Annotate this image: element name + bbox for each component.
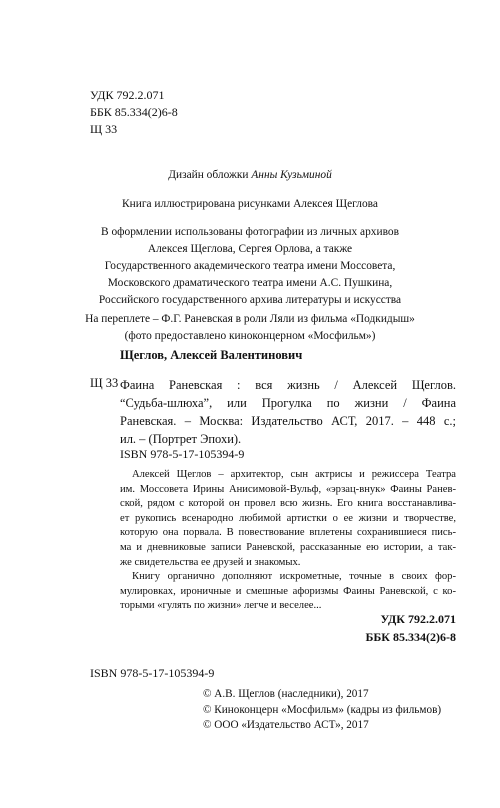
classification-block-bottom: [365, 610, 456, 646]
copyright-line: © А.В. Щеглов (наследники), 2017: [203, 688, 369, 700]
bib-line: ил. – (Портрет Эпохи).: [120, 432, 242, 446]
cover-designer-name: Анны Кузьминой: [251, 169, 332, 181]
photo-sources-line: Государственного академического театра имени Моссовета,: [104, 260, 396, 272]
cover-design-credit: [60, 167, 440, 184]
annotation-line: ет рукопись всенародно любимой артистки о ее жизни и творчестве,: [120, 512, 456, 524]
annotation-line: мулировках, ироничные и смешные афоризмы Фаины Раневской, с ко-: [120, 585, 456, 597]
cover-note-line: На переплете – Ф.Г. Раневская в роли Ляли из фильма «Подкидыш»: [85, 313, 415, 325]
annotation-line: Алексей Щеглов – архитектор, сын актрисы и режиссера Театра: [132, 469, 456, 480]
cover-note-line: (фото предоставлено киноконцерном «Мосфильм»): [124, 330, 376, 342]
author-code: Щ 33: [90, 122, 118, 136]
bib-line: “Судьба-шлюха”, или Прогулка по жизни / Фаина: [120, 396, 456, 410]
annotation-line: ской, рядом с которой он провел всю жизнь. Его книга восстанавлива-: [120, 498, 456, 510]
photo-sources-line: Алексея Щеглова, Сергея Орлова, а также: [147, 243, 353, 255]
udk-code: УДК 792.2.071: [90, 88, 165, 102]
annotation-line: которую она порвала. В повествование вплетены сохранившиеся пись-: [120, 527, 456, 539]
bib-line: Раневская. – Москва: Издательство АСТ, 2017. – 448 с.;: [120, 414, 456, 428]
bbk-code: ББК 85.334(2)6-8: [90, 105, 178, 119]
annotation-line: торыми «гулять по жизни» легче и веселее...: [120, 600, 322, 612]
annotation-line: им. Моссовета Ирины Анисимовой-Вульф, «эрзац-внук» Фаины Ранев-: [120, 483, 456, 495]
annotation: [120, 468, 456, 614]
bbk-code-bottom: ББК 85.334(2)6-8: [365, 630, 456, 644]
udk-code-bottom: УДК 792.2.071: [380, 612, 456, 626]
cover-design-label: Дизайн обложки: [168, 169, 249, 181]
annotation-line: ма и дневниковые записи Раневской, рассказанные ею истории, а так-: [120, 541, 456, 553]
copyright-line: © Киноконцерн «Мосфильм» (кадры из фильмов): [203, 703, 442, 716]
classification-block-top: [90, 87, 178, 138]
bib-line: Фаина Раневская : вся жизнь / Алексей Щеглов.: [120, 378, 456, 392]
isbn-line: ISBN 978-5-17-105394-9: [120, 447, 245, 461]
photo-sources-line: Российского государственного архива литературы и искусства: [98, 294, 402, 306]
photo-sources-credit: [60, 224, 440, 309]
annotation-line: же свидетельства ее друзей и знакомых.: [120, 556, 301, 568]
cover-photo-note: [60, 311, 440, 345]
annotation-line: Книгу органично дополняют искрометные, точные в своих фор-: [132, 571, 456, 583]
copyright-line: © ООО «Издательство АСТ», 2017: [203, 719, 369, 731]
photo-sources-line: В оформлении использованы фотографии из личных архивов: [101, 226, 399, 238]
illustrations-line: Книга иллюстрирована рисунками Алексея Щеглова: [122, 198, 378, 210]
isbn-line-bottom: ISBN 978-5-17-105394-9: [90, 666, 215, 680]
author-code-bib: Щ 33: [90, 376, 119, 390]
photo-sources-line: Московского драматического театра имени А.С. Пушкина,: [107, 277, 393, 289]
illustrations-credit: [60, 196, 440, 213]
bibliographic-description: [120, 376, 456, 448]
author-heading: Щеглов, Алексей Валентинович: [120, 348, 303, 362]
copyright-block: [203, 687, 441, 734]
